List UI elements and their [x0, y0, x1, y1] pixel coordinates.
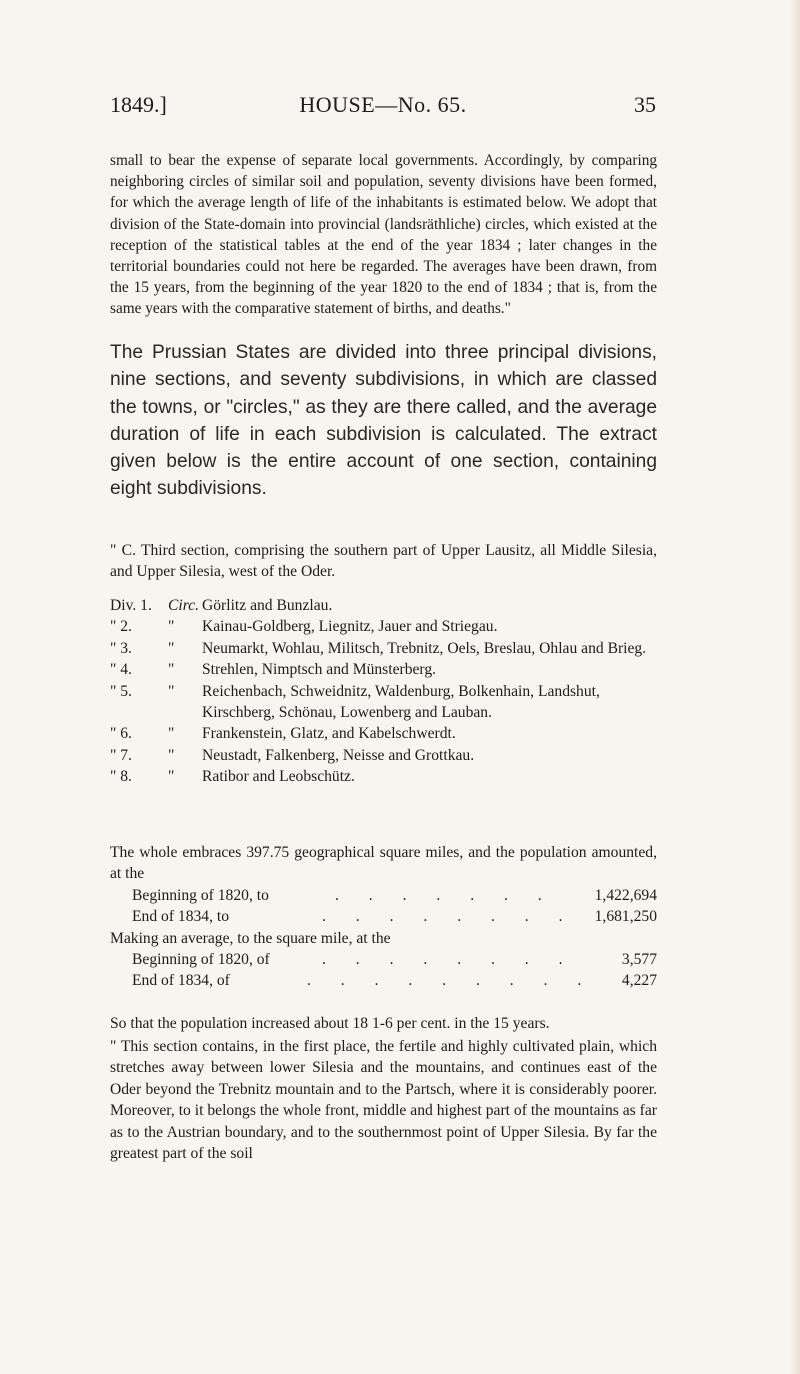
division-towns: Reichenbach, Schweidnitz, Waldenburg, Bolkenhain, Landshut, Kirschberg, Schönau, Lowenberg and Lauban.	[202, 682, 600, 722]
division-item	[110, 681, 657, 724]
population-row	[110, 906, 657, 927]
division-number: " 6.	[110, 725, 132, 743]
division-number: " 5.	[110, 682, 132, 700]
header-title: HOUSE—No. 65.	[299, 92, 467, 117]
average-row	[110, 970, 657, 991]
page-number: 35	[634, 92, 656, 117]
average-intro	[110, 928, 657, 949]
division-number: " 3.	[110, 639, 132, 657]
division-item	[110, 659, 657, 680]
division-towns: Kainau-Goldberg, Liegnitz, Jauer and Striegau.	[202, 618, 498, 636]
leader-dots: . . . . . . .	[335, 887, 555, 904]
division-towns: Frankenstein, Glatz, and Kabelschwerdt.	[202, 725, 456, 743]
division-towns: Neustadt, Falkenberg, Neisse and Grottkau.	[202, 746, 475, 764]
header-year: 1849.]	[110, 92, 167, 117]
division-list	[110, 595, 657, 788]
division-number: Div. 1.	[110, 597, 152, 614]
population-row	[110, 885, 657, 906]
division-number: " 2.	[110, 618, 132, 636]
circle-label: "	[168, 768, 175, 786]
leader-dots: . . . . . . . .	[322, 908, 576, 926]
average-value: 4,227	[621, 972, 657, 990]
average-label: End of 1834, of	[132, 972, 230, 990]
division-item	[110, 766, 657, 787]
circle-label: "	[168, 618, 175, 636]
circle-label: "	[168, 661, 175, 679]
division-number: " 7.	[110, 746, 132, 764]
circle-label: "	[168, 746, 175, 764]
population-label: Beginning of 1820, to	[132, 887, 269, 904]
leader-dots: . . . . . . . . .	[307, 972, 595, 990]
average-value: 3,577	[621, 951, 657, 968]
population-value: 1,422,694	[594, 887, 657, 904]
division-number: " 8.	[110, 768, 132, 786]
paragraph-quote-continuation: small to bear the expense of separate local governments. Accordingly, by comparing neighboring circles of similar soil and population, seventy divisions have been formed, for which the average length of life of the inhabitants is estimated below. We adopt that division of the State-domain into provincial (landsräthliche) circles, which existed at the reception of the statistical tables at the end of the year 1834 ; later changes in the territorial boundaries could not here be regarded. The averages have been drawn, from the 15 years, from the beginning of the year 1820 to the end of 1834 ; that is, from the same years with the comparative statement of births, and deaths."	[110, 152, 657, 318]
population-table	[110, 885, 657, 928]
division-item	[110, 638, 657, 659]
leader-dots: . . . . . . . .	[322, 951, 576, 968]
average-intro-text: Making an average, to the square mile, at the	[110, 930, 391, 947]
circle-label: "	[168, 682, 175, 700]
division-item	[110, 595, 657, 616]
division-towns: Neumarkt, Wohlau, Militsch, Trebnitz, Oels, Breslau, Ohlau and Brieg.	[202, 639, 647, 657]
paragraph-increase: So that the population increased about 18 1-6 per cent. in the 15 years.	[110, 1015, 550, 1032]
division-towns: Strehlen, Nimptsch and Münsterberg.	[202, 661, 437, 679]
paragraph-summary: The Prussian States are divided into three principal divisions, nine sections, and seventy subdivisions, in which are classed the towns, or "circles," as they are there called, and the average duration of life in each subdivision is calculated. The extract given below is the entire account of one section, containing eight subdivisions.	[110, 342, 657, 500]
page-edge-shadow	[790, 0, 800, 1374]
average-row	[110, 949, 657, 970]
division-towns: Görlitz and Bunzlau.	[202, 597, 333, 614]
average-table	[110, 949, 657, 992]
division-item	[110, 616, 657, 637]
division-towns: Ratibor and Leobschütz.	[202, 768, 355, 786]
paragraph-section-c: " C. Third section, comprising the southern part of Upper Lausitz, all Middle Silesia, and Upper Silesia, west of the Oder.	[110, 542, 657, 581]
paragraph-geography: " This section contains, in the first place, the fertile and highly cultivated plain, which stretches away between lower Silesia and the mountains, and continues east of the Oder beyond the Trebnitz mountain and to the Partsch, where it is considerably poorer. Moreover, to it belongs the whole front, middle and highest part of the mountains as far as to the Austrian boundary, and to the southernmost point of Upper Silesia. By far the greatest part of the soil	[110, 1038, 657, 1163]
circle-label: Circ.	[168, 597, 200, 614]
division-number: " 4.	[110, 661, 132, 679]
circle-label: "	[168, 639, 175, 657]
running-header	[110, 92, 656, 124]
division-item	[110, 723, 657, 744]
division-item	[110, 745, 657, 766]
paragraph-area-population: The whole embraces 397.75 geographical square miles, and the population amounted, at the	[110, 844, 657, 883]
average-label: Beginning of 1820, of	[132, 951, 270, 968]
average-intro-line	[110, 928, 657, 949]
population-value: 1,681,250	[594, 908, 657, 926]
population-label: End of 1834, to	[132, 908, 230, 926]
circle-label: "	[168, 725, 175, 743]
